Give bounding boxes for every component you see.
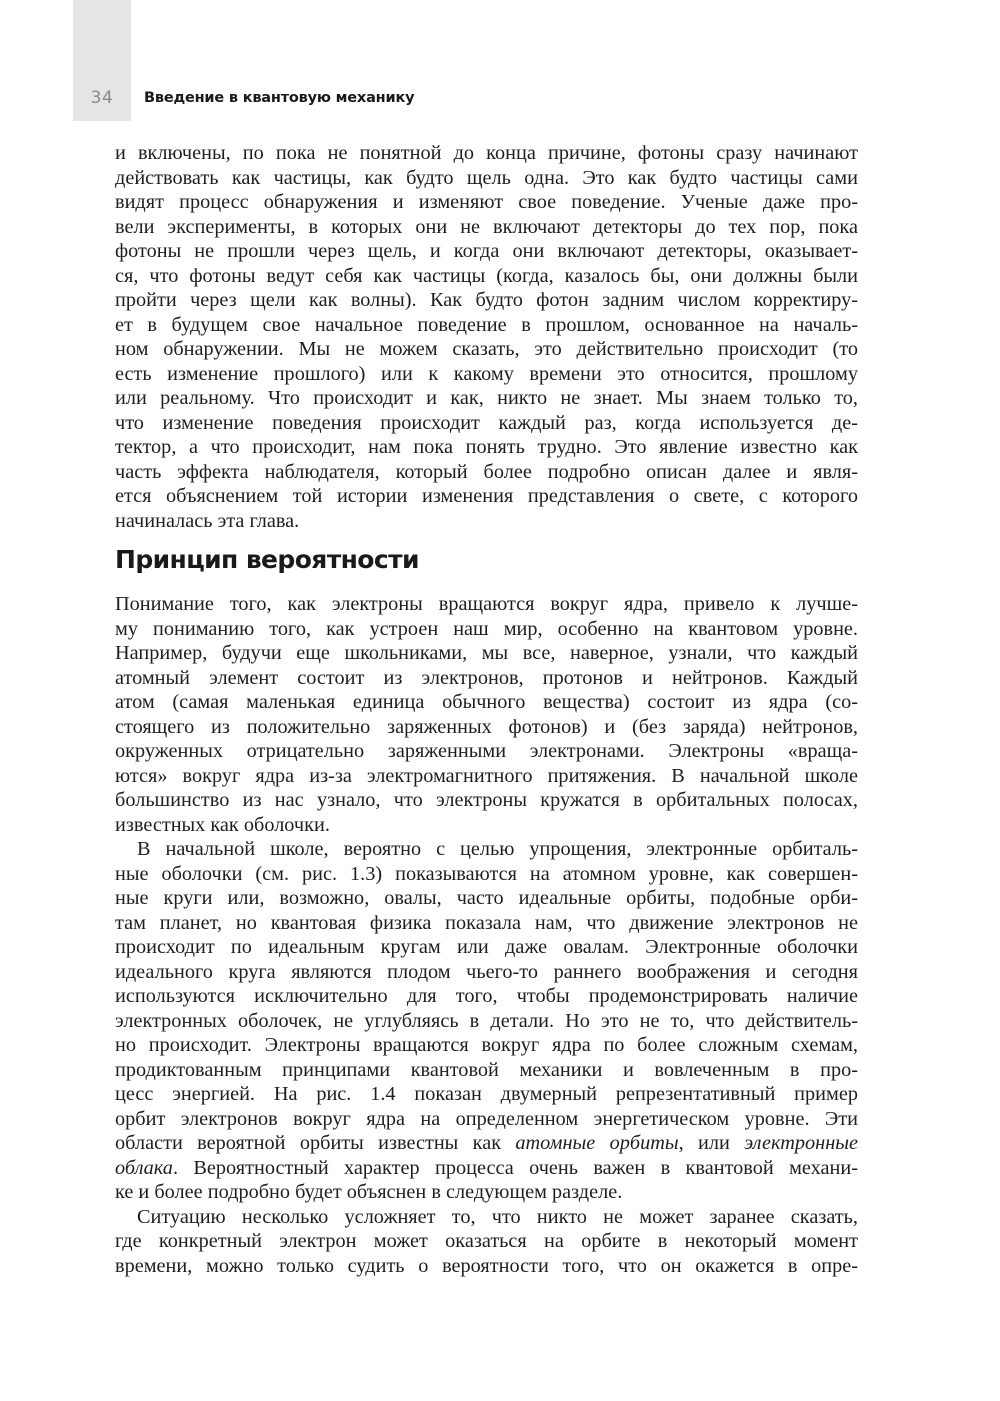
- text-line: окруженных отрицательно заряженными электронами. Электроны «враща-: [115, 740, 858, 762]
- text-line: действовать как частицы, как будто щель одна. Это как будто частицы сами: [115, 166, 858, 189]
- text-line: ные оболочки (см. рис. 1.3) показываются на атомном уровне, как совершен-: [115, 862, 858, 885]
- text-line: электронных оболочек, не углубляясь в детали. Но это не то, что действитель-: [115, 1009, 858, 1032]
- text-line: пройти через щели как волны). Как будто фотон задним числом корректиру-: [115, 289, 858, 311]
- text-line: [115, 1131, 858, 1156]
- text-line: происходит по идеальным кругам или даже овалам. Электронные оболочки: [115, 936, 858, 958]
- text-line: ные круги или, возможно, овалы, часто идеальные орбиты, подобные орби-: [115, 887, 858, 909]
- text-line: ется объяснением той истории изменения представления о свете, с которого: [115, 485, 858, 507]
- text-line: большинство из нас узнало, что электроны кружатся в орбитальных полосах,: [115, 789, 858, 811]
- section-body: [115, 592, 858, 1278]
- term-electron-clouds: электронные: [744, 1132, 859, 1154]
- paragraph-2-tail: [115, 1131, 858, 1205]
- text-run: . Вероятностный характер процесса очень важен в квантовой механи-: [172, 1156, 858, 1179]
- text-line: где конкретный электрон может оказаться на орбите в некоторый момент: [115, 1230, 858, 1252]
- text-line: стоящего из положительно заряженных фотонов) и (без заряда) нейтронов,: [115, 715, 858, 738]
- text-line: ются» вокруг ядра из-за электромагнитного притяжения. В начальной школе: [115, 764, 858, 787]
- section-heading: Принцип вероятности: [115, 545, 419, 574]
- text-line: тектор, а что происходит, нам пока понять трудно. Это явление известно как: [115, 436, 858, 458]
- text-line: часть эффекта наблюдателя, который более подробно описан далее и явля-: [115, 460, 858, 483]
- text-line: цесс энергией. На рис. 1.4 показан двумерный репрезентативный пример: [115, 1083, 858, 1105]
- text-line: [115, 1156, 858, 1181]
- text-line: ет в будущем свое начальное поведение в прошлом, основанное на началь-: [115, 313, 858, 336]
- text-line: фотоны не прошли через щель, и когда они включают детекторы, оказывает-: [115, 240, 858, 262]
- text-line: начиналась эта глава.: [115, 509, 300, 532]
- text-line: есть изменение прошлого) или к какому времени это относится, прошлому: [115, 362, 858, 385]
- text-line: используются исключительно для того, чтобы продемонстрировать наличие: [115, 985, 858, 1007]
- text-line: Понимание того, как электроны вращаются вокруг ядра, привело к лучше-: [115, 593, 858, 615]
- text-line: вели эксперименты, в которых они не включают детекторы до тех пор, пока: [115, 215, 858, 238]
- paragraph-1: [115, 592, 858, 837]
- text-line: ся, что фотоны ведут себя как частицы (когда, казалось бы, они должны были: [115, 264, 858, 287]
- text-line: атомный элемент состоит из электронов, протонов и нейтронов. Каждый: [115, 666, 858, 689]
- paragraph-3: [115, 1205, 858, 1279]
- text-line: ке и более подробно будет объяснен в следующем разделе.: [115, 1181, 623, 1203]
- text-line: видят процесс обнаружения и изменяют свое поведение. Ученые даже про-: [115, 191, 858, 213]
- term-clouds: облака: [115, 1156, 173, 1179]
- text-line: Ситуацию несколько усложняет то, что никто не может заранее сказать,: [137, 1205, 858, 1228]
- text-line: му пониманию того, как устроен наш мир, особенно на квантовом уровне.: [115, 617, 858, 640]
- text-line: но происходит. Электроны вращаются вокруг ядра по более сложным схемам,: [115, 1034, 858, 1056]
- intro-paragraph-block: [115, 141, 858, 533]
- text-line: В начальной школе, вероятно с целью упрощения, электронные орбиталь-: [137, 838, 858, 860]
- text-line: продиктованным принципами квантовой механики и вовлеченным в про-: [115, 1058, 858, 1081]
- text-line: там планет, но квантовая физика показала нам, что движение электронов не: [115, 911, 858, 934]
- text-line: Например, будучи еще школьниками, мы все, наверное, узнали, что каждый: [115, 642, 858, 664]
- text-line: известных как оболочки.: [115, 813, 330, 836]
- text-line: ном обнаружении. Мы не можем сказать, это действительно происходит (то: [115, 338, 858, 360]
- text-line: идеального круга являются плодом чьего-то раннего воображения и сегодня: [115, 960, 858, 983]
- text-run: области вероятной орбиты известны как: [115, 1132, 516, 1154]
- text-line: атом (самая маленькая единица обычного вещества) состоит из ядра (со-: [115, 691, 858, 713]
- text-run: , или: [678, 1132, 745, 1154]
- running-head-title: Введение в квантовую механику: [144, 90, 415, 106]
- paragraph-2: [115, 837, 858, 1131]
- text-line: что изменение поведения происходит каждый раз, когда используется де-: [115, 411, 858, 434]
- text-line: или реальному. Что происходит и как, никто не знает. Мы знаем только то,: [115, 387, 858, 409]
- text-line: орбит электронов вокруг ядра на определенном энергетическом уровне. Эти: [115, 1107, 858, 1130]
- intro-paragraph: [115, 141, 858, 533]
- page-number: 34: [90, 88, 114, 108]
- term-atomic-orbitals: атомные орбиты: [515, 1132, 679, 1154]
- text-line: времени, можно только судить о вероятности того, что он окажется в опре-: [115, 1254, 858, 1277]
- text-line: и включены, по пока не понятной до конца причине, фотоны сразу начинают: [115, 142, 858, 164]
